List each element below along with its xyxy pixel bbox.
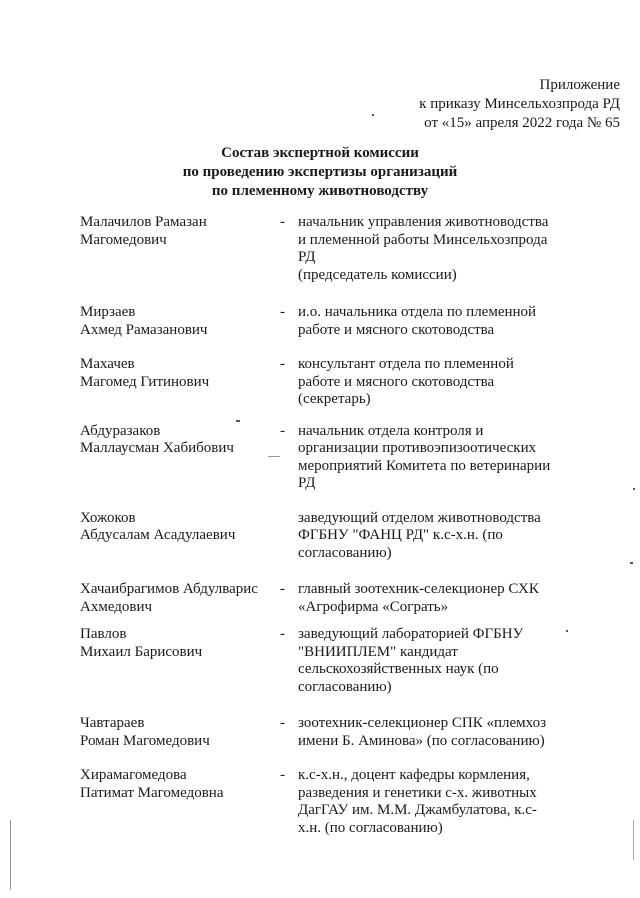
commission-members-list — [80, 214, 580, 837]
member-role: заведующий отделом животноводства ФГБНУ "ФАНЦ РД" к.с-х.н. (по согласованию) — [298, 509, 541, 561]
member-name: Мирзаев Ахмед Рамазанович — [80, 304, 208, 338]
title-line-1: Состав экспертной комиссии — [221, 145, 419, 161]
title-line-2: по проведению экспертизы организаций — [182, 164, 458, 180]
member-name: Чавтараев Роман Магомедович — [80, 715, 210, 749]
member-role: начальник управления животноводства и племенной работы Минсельхозпрода РД (председатель комиссии) — [298, 214, 549, 283]
member-dash: - — [280, 581, 285, 597]
scan-speck — [630, 562, 633, 564]
member-dash: - — [280, 422, 285, 439]
member-row — [80, 214, 580, 284]
member-row — [80, 423, 580, 493]
member-dash: - — [280, 214, 285, 230]
member-row — [80, 581, 580, 616]
member-role: начальник отдела контроля и организации противоэпизоотических мероприятий Комитета по ветеринарии РД — [298, 422, 551, 491]
member-row — [80, 626, 580, 696]
member-name: Хачаибрагимов Абдулварис Ахмедович — [80, 581, 258, 615]
member-name: Малачилов Рамазан Магомедович — [80, 214, 207, 248]
member-role: и.о. начальника отдела по племенной работе и мясного скотоводства — [298, 304, 537, 338]
appendix-line-2: к приказу Минсельхозпрода РД — [419, 96, 620, 112]
member-name: Абдуразаков Маллаусман Хабибович — [80, 422, 234, 456]
scan-speck — [236, 420, 240, 422]
document-title — [0, 144, 640, 201]
member-name: Хожоков Абдусалам Асадулаевич — [80, 509, 236, 543]
appendix-line-3: от «15» апреля 2022 года № 65 — [424, 115, 620, 131]
member-dash: - — [280, 715, 285, 731]
scan-edge-line — [10, 820, 11, 890]
member-row — [80, 767, 580, 837]
member-dash: - — [280, 767, 285, 783]
member-row — [80, 715, 580, 750]
member-role: консультант отдела по племенной работе и мясного скотоводства (секретарь) — [298, 356, 514, 407]
member-row — [80, 304, 580, 339]
member-row — [80, 510, 580, 563]
member-name: Хирамагомедова Патимат Магомедовна — [80, 767, 224, 801]
appendix-header — [419, 76, 620, 133]
member-role: главный зоотехник-селекционер СХК «Агрофирма «Сограть» — [298, 581, 539, 615]
scan-edge-line — [633, 820, 634, 860]
member-dash — [280, 510, 298, 563]
member-name: Павлов Михаил Барисович — [80, 626, 203, 660]
member-dash: - — [280, 626, 285, 642]
member-row — [80, 356, 580, 409]
member-role: зоотехник-селекционер СПК «племхоз имени Б. Аминова» (по согласованию) — [298, 715, 547, 749]
member-role: заведующий лабораторией ФГБНУ "ВНИИПЛЕМ" кандидат сельскохозяйственных наук (по согласованию) — [298, 626, 524, 695]
scan-speck — [566, 630, 568, 632]
member-dash: - — [280, 356, 285, 372]
scan-speck — [633, 488, 635, 490]
scan-speck — [268, 456, 280, 457]
scan-speck — [372, 114, 374, 116]
member-dash: - — [280, 304, 285, 320]
title-line-3: по племенному животноводству — [211, 183, 429, 199]
member-role: к.с-х.н., доцент кафедры кормления, разведения и генетики с-х. животных ДагГАУ им. М.М. Джамбулатова, к.с- х.н. (по согласованию) — [298, 767, 537, 836]
appendix-line-1: Приложение — [539, 77, 620, 93]
member-name: Махачев Магомед Гитинович — [80, 356, 210, 390]
